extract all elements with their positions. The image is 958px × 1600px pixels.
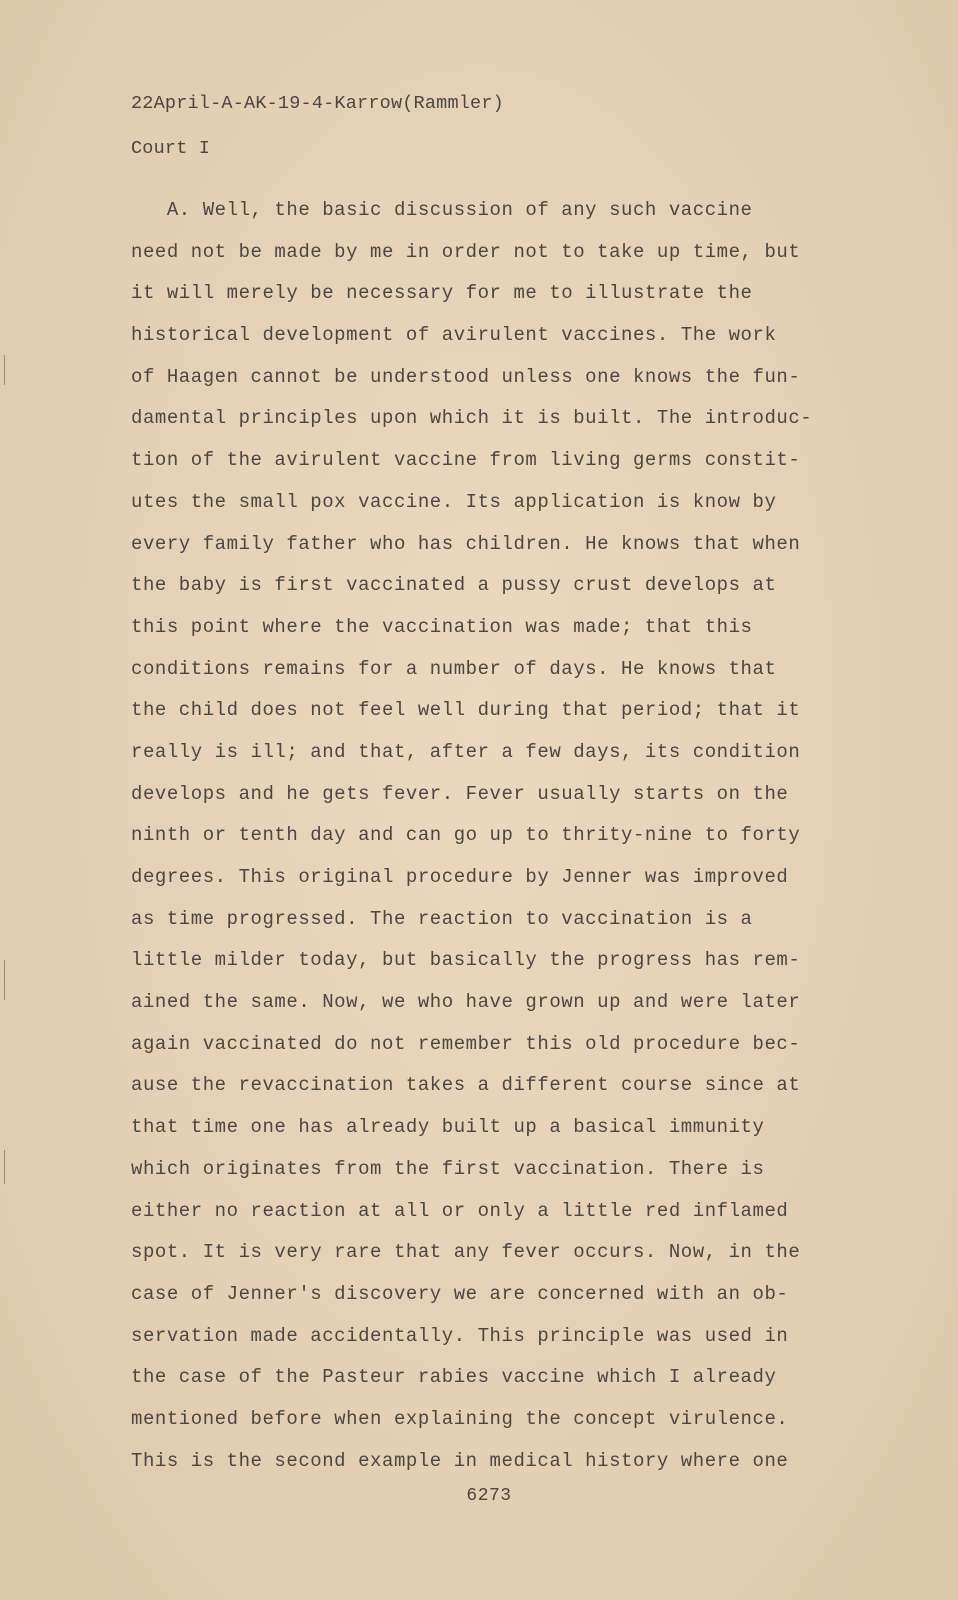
text-line: conditions remains for a number of days. He knows that — [131, 657, 777, 680]
text-line: develops and he gets fever. Fever usually starts on the — [131, 782, 789, 805]
paper-edge-mark — [4, 960, 5, 1000]
text-line: as time progressed. The reaction to vaccination is a — [131, 907, 753, 930]
text-line: the child does not feel well during that period; that it — [131, 699, 801, 722]
text-line: again vaccinated do not remember this old procedure bec- — [131, 1032, 801, 1055]
text-line: little milder today, but basically the progress has rem- — [131, 949, 801, 972]
text-line: the baby is first vaccinated a pussy crust develops at — [131, 574, 777, 597]
document-reference: 22April-A-AK-19-4-Karrow(Rammler) — [131, 93, 504, 114]
text-line: this point where the vaccination was made; that this — [131, 615, 753, 638]
text-line: ained the same. Now, we who have grown up and were later — [131, 991, 801, 1014]
text-line: This is the second example in medical history where one — [131, 1449, 789, 1472]
text-line: need not be made by me in order not to take up time, but — [131, 240, 801, 263]
text-line: degrees. This original procedure by Jenner was improved — [131, 866, 789, 888]
text-line: the case of the Pasteur rabies vaccine which I already — [131, 1366, 777, 1389]
text-line: servation made accidentally. This principle was used in — [131, 1324, 789, 1347]
text-line: mentioned before when explaining the concept virulence. — [131, 1407, 789, 1430]
text-line: historical development of avirulent vaccines. The work — [131, 324, 777, 347]
paper-edge-mark — [4, 1150, 5, 1184]
text-line: every family father who has children. He knows that when — [131, 532, 801, 555]
text-line: damental principles upon which it is built. The introduc- — [131, 407, 813, 430]
text-line: of Haagen cannot be understood unless one knows the fun- — [131, 365, 801, 388]
text-line: A. Well, the basic discussion of any such vaccine — [131, 199, 753, 221]
testimony-text — [131, 190, 851, 1482]
text-line: utes the small pox vaccine. Its application is know by — [131, 490, 777, 513]
text-line: that time one has already built up a basical immunity — [131, 1116, 765, 1139]
text-line: it will merely be necessary for me to illustrate the — [131, 282, 753, 305]
text-line: either no reaction at all or only a little red inflamed — [131, 1199, 789, 1222]
page-number: 6273 — [466, 1486, 512, 1506]
text-line: case of Jenner's discovery we are concerned with an ob- — [131, 1282, 789, 1305]
text-line: ause the revaccination takes a different course since at — [131, 1074, 801, 1097]
text-line: spot. It is very rare that any fever occurs. Now, in the — [131, 1241, 801, 1264]
court-label: Court I — [131, 138, 211, 159]
text-line: really is ill; and that, after a few days, its condition — [131, 740, 801, 763]
text-line: which originates from the first vaccination. There is — [131, 1157, 765, 1180]
paper-edge-mark — [4, 355, 5, 385]
text-line: tion of the avirulent vaccine from living germs constit- — [131, 449, 801, 472]
text-line: ninth or tenth day and can go up to thrity-nine to forty — [131, 824, 801, 847]
